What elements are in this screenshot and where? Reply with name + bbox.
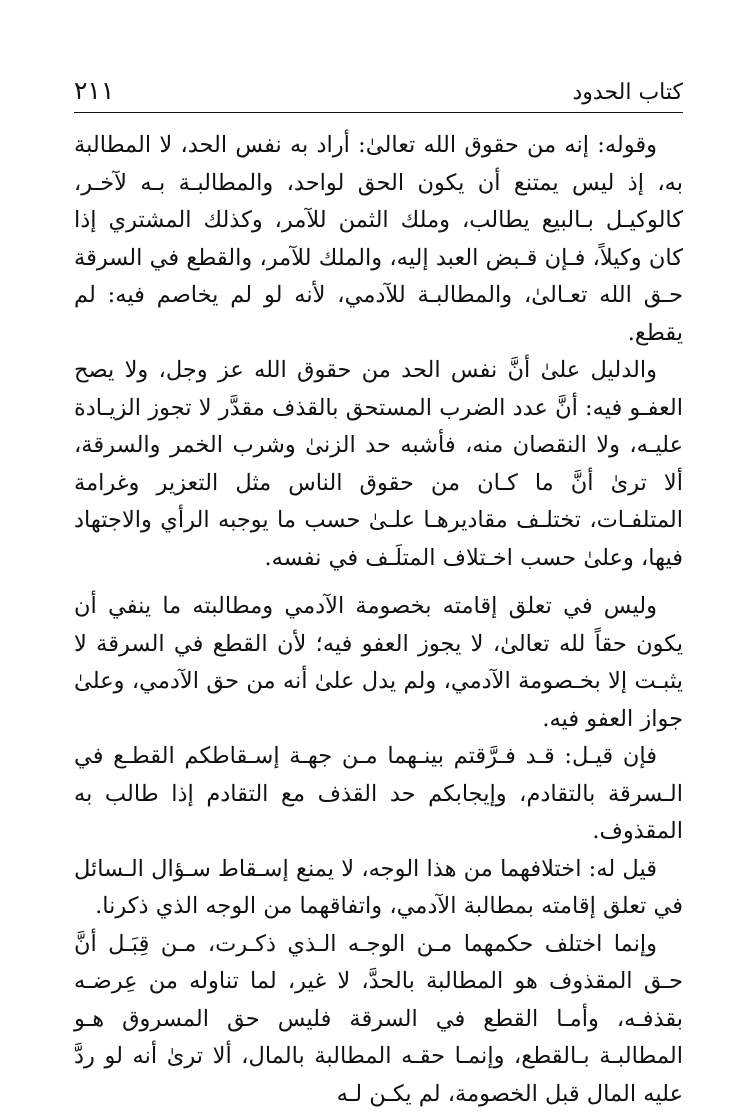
chapter-title: كتاب الحدود [572, 80, 683, 105]
paragraph-3: وليس في تعلق إقامته بخصومة الآدمي ومطالبته ما ينفي أن يكون حقاً لله تعالىٰ، لا يجوز العفو فيه؛ لأن القطع في السرقة لا يثبـت إلا بخـصومة الآدمي، ولم يدل علىٰ أنه من حق الآدمي، وعلىٰ جواز العفو فيه. [74, 588, 683, 738]
paragraph-6: وإنما اختلف حكمهما مـن الوجـه الـذي ذكـرت، مـن قِبَـل أنَّ حـق المقذوف هو المطالبة بالحدَّ، لا غير، لما تناوله من عِرضـه بقذفـه، وأمـا القطع في السرقة فليس حق المسروق هـو المطالبـة بـالقطع، وإنمـا حقـه المطالبة بالمال، ألا ترىٰ أنه لو ردَّ عليه المال قبل الخصومة، لم يكـن لـه [74, 926, 683, 1113]
page-number: ٢١١ [74, 76, 114, 105]
paragraph-1: وقوله: إنه من حقوق الله تعالىٰ: أراد به نفس الحد، لا المطالبة به، إذ ليس يمتنع أن يكون الحق لواحد، والمطالبـة بـه لآخـر، كالوكيـل بـالبيع يطالب، وملك الثمن للآمر، وكذلك المشتري إذا كان وكيلاً، فـإن قـبض العبد إليه، والملك للآمر، والقطع في السرقة حـق الله تعـالىٰ، والمطالبـة للآدمي، لأنه لو لم يخاصم فيه: لم يقطع. [74, 127, 683, 352]
paragraph-5: قيل له: اختلافهما من هذا الوجه، لا يمنع إسـقاط سـؤال الـسائل في تعلق إقامته بمطالبة الآدمي، واتفاقهما من الوجه الذي ذكرنا. [74, 851, 683, 926]
paragraph-2: والدليل علىٰ أنَّ نفس الحد من حقوق الله عز وجل، ولا يصح العفـو فيه: أنَّ عدد الضرب المستحق بالقذف مقدَّر لا تجوز الزيـادة عليـه، ولا النقصان منه، فأشبه حد الزنىٰ وشرب الخمر والسرقة، ألا ترىٰ أنَّ ما كـان من حقوق الناس مثل التعزير وغرامة المتلفـات، تختلـف مقاديرهـا علـىٰ حسب ما يوجبه الرأي والاجتهاد فيها، وعلىٰ حسب اخـتلاف المتلَـف في نفسه. [74, 352, 683, 577]
page-body [74, 127, 683, 1113]
paragraph-4: فإن قيـل: قـد فـرَّقتم بينـهما مـن جهـة إسـقاطكم القطـع في الـسرقة بالتقادم، وإيجابكم حد القذف مع التقادم إذا طالب به المقذوف. [74, 738, 683, 851]
page-header [74, 72, 683, 113]
